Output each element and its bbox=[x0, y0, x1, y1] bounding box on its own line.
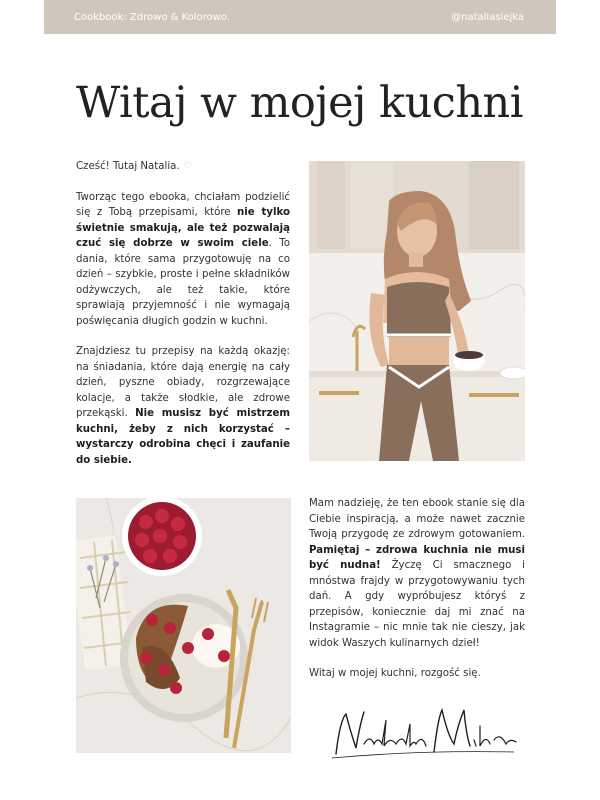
intro-text-a: Tworząc tego ebooka, chciałam podzielić się z Tobą przepisami, które bbox=[76, 191, 290, 218]
closing-text-column bbox=[309, 496, 525, 697]
closing-paragraph bbox=[309, 496, 525, 651]
recipes-text: Znajdziesz tu przepisy na każdą okazję: na śniadania, które dają energię na cały dzień, pyszne obiady, rozgrzewające kolacje, a także słodkie, ale zdrowe przekąski. bbox=[76, 346, 290, 419]
heart-icon: ♡ bbox=[182, 161, 193, 172]
header-bar bbox=[44, 0, 556, 34]
cookbook-title: Cookbook: Zdrowo & Kolorowo. bbox=[74, 11, 230, 23]
closing-text-a: Mam nadzieję, że ten ebook stanie się dla Ciebie inspiracją, a może nawet zacznie Twoją przygodę ze zdrowym gotowaniem. bbox=[309, 498, 525, 540]
recipes-text-bold: Nie musisz być mistrzem kuchni, żeby z nich korzystać – wystarczy odrobina chęci i zaufanie do siebie. bbox=[76, 408, 290, 466]
closing-text-bold: Pamiętaj – zdrowa kuchnia nie musi być nudna! bbox=[309, 544, 525, 571]
intro-text-bold: nie tylko świetnie smakują, ale też pozwalają czuć się dobrze w swoim ciele bbox=[76, 207, 290, 249]
breakfast-photo bbox=[76, 498, 291, 753]
intro-text-column bbox=[76, 159, 290, 483]
instagram-handle: @nataliasiejka bbox=[451, 11, 524, 23]
greeting-text: Cześć! Tutaj Natalia. bbox=[76, 161, 180, 172]
intro-paragraph bbox=[76, 190, 290, 330]
welcome-line: Witaj w mojej kuchni, rozgość się. bbox=[309, 668, 481, 679]
intro-text-b: . To dania, które sama przygotowuję na co dzień – szybkie, proste i pełne składników odżywczych, ale też takie, które sprawiają przyjemność i nie wymagają poświęcania długich godzin w kuchni. bbox=[76, 238, 290, 327]
author-photo bbox=[309, 161, 525, 461]
recipes-paragraph bbox=[76, 344, 290, 468]
greeting bbox=[76, 159, 290, 175]
signature bbox=[330, 700, 520, 766]
page-title: Witaj w mojej kuchni bbox=[76, 78, 524, 128]
closing-text-b: Życzę Ci smacznego i mnóstwa frajdy w przygotowywaniu tych dań. A gdy wypróbujesz któryś z przepisów, koniecznie daj mi znać na Instagramie – nic mnie tak nie cieszy, jak widok Waszych kulinarnych dzieł! bbox=[309, 560, 525, 649]
